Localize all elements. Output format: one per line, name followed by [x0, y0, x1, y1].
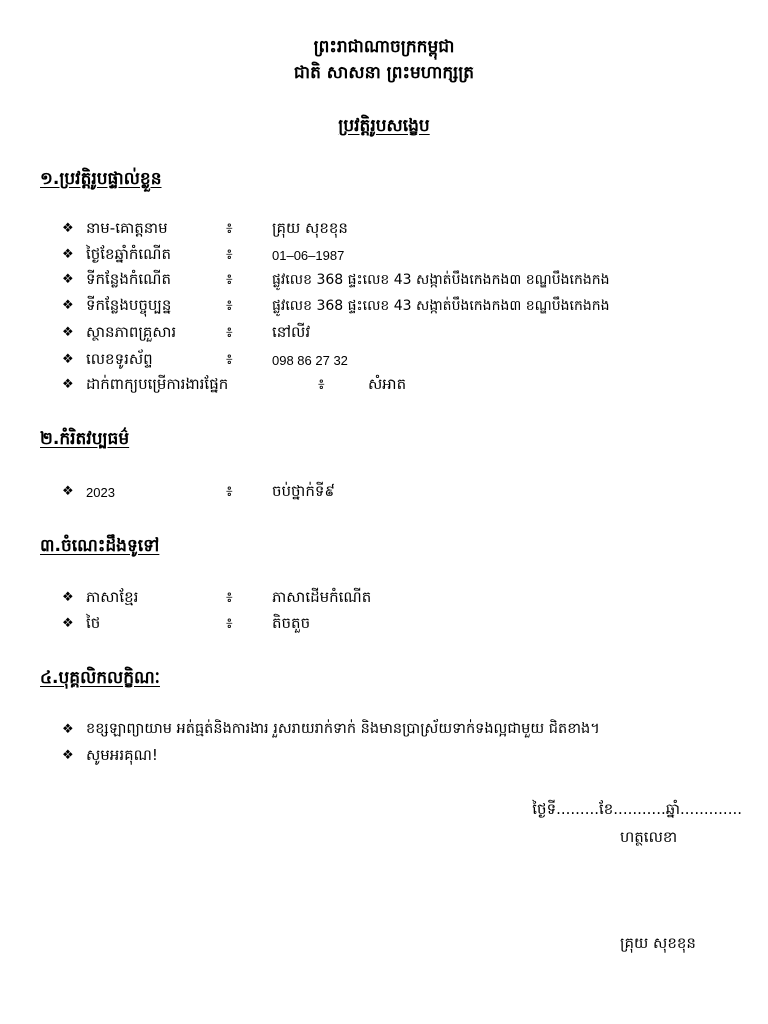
- signature-date-line: ថ្ងៃទី.........ខែ...........ឆ្នាំ.............: [532, 800, 742, 818]
- field-colon: ៖: [226, 482, 233, 500]
- section-character-heading: ៤.បុគ្គលិកលក្ខិណៈ: [40, 668, 160, 688]
- diamond-bullet-icon: ❖: [62, 325, 74, 340]
- field-value: ភាសាដើមកំណើត: [272, 588, 372, 606]
- field-value: ផ្លូវលេខ 368 ផ្ទះលេខ 43 សង្កាត់បឹងកេងកង៣ ខណ្ឌបឹងកេងកង: [272, 272, 610, 288]
- field-colon: ៖: [226, 296, 233, 314]
- diamond-bullet-icon: ❖: [62, 616, 74, 631]
- diamond-bullet-icon: ❖: [62, 272, 74, 287]
- field-colon: ៖: [226, 323, 233, 341]
- diamond-bullet-icon: ❖: [62, 590, 74, 605]
- field-value: នៅលីវ: [272, 323, 311, 341]
- field-colon: ៖: [226, 245, 233, 263]
- signature-role: ហត្ថលេខា: [620, 828, 678, 846]
- signature-name: គ្រុយ សុខខុន: [620, 934, 696, 952]
- personal-row-birthplace: [62, 270, 752, 294]
- field-value: គ្រុយ សុខខុន: [272, 219, 348, 237]
- field-label: ទីកន្លែងបច្ចុប្បន្ន: [86, 296, 172, 314]
- field-colon: ៖: [226, 350, 233, 368]
- field-value: សំអាត: [368, 375, 407, 393]
- field-value: 01–06–1987: [272, 248, 345, 263]
- document-title: ប្រវត្តិរូបសង្ខេប: [338, 116, 430, 136]
- national-motto: ជាតិ សាសនា ព្រះមហាក្សត្រ: [293, 63, 475, 83]
- diamond-bullet-icon: ❖: [62, 484, 74, 499]
- diamond-bullet-icon: ❖: [62, 748, 74, 763]
- knowledge-row-khmer: [62, 588, 752, 612]
- diamond-bullet-icon: ❖: [62, 352, 74, 367]
- field-label: ដាក់ពាក្យបម្រើការងារផ្នែក: [86, 375, 229, 393]
- field-label: ទីកន្លែងកំណើត: [86, 270, 171, 288]
- thanks-line: [62, 746, 752, 770]
- field-value: តិចតួច: [272, 614, 311, 632]
- field-colon: ៖: [318, 375, 325, 393]
- personal-row-name: [62, 219, 752, 243]
- diamond-bullet-icon: ❖: [62, 377, 74, 392]
- section-education-heading: ២.កំរិតវប្បធម៌: [40, 429, 130, 449]
- personal-row-marital-status: [62, 323, 752, 347]
- personal-row-current-address: [62, 296, 752, 320]
- section-knowledge-heading: ៣.ចំណេះដឹងទូទៅ: [40, 536, 160, 556]
- field-colon: ៖: [226, 270, 233, 288]
- character-text: ខខ្សឡាព្យាយាម អត់ធ្មត់និងការងារ រួសរាយរាក់ទាក់ និងមានប្រាស្រ័យទាក់ទងល្អជាមួយ ជិតខាង។: [86, 721, 600, 737]
- field-label: 2023: [86, 485, 115, 500]
- field-colon: ៖: [226, 219, 233, 237]
- personal-row-phone: [62, 350, 752, 374]
- personal-row-birthdate: [62, 245, 752, 269]
- diamond-bullet-icon: ❖: [62, 221, 74, 236]
- personal-row-position: [62, 375, 752, 399]
- diamond-bullet-icon: ❖: [62, 722, 74, 737]
- field-label: នាម-គោត្តនាម: [86, 219, 168, 237]
- field-value: ផ្លូវលេខ 368 ផ្ទះលេខ 43 សង្កាត់បឹងកេងកង៣ ខណ្ឌបឹងកេងកង: [272, 298, 610, 314]
- field-label: ភាសាខ្មែរ: [86, 588, 139, 606]
- character-line: [62, 720, 752, 744]
- field-colon: ៖: [226, 614, 233, 632]
- field-value: ចប់ថ្នាក់ទី៩: [272, 482, 335, 500]
- field-label: ថ្ងៃខែឆ្នាំកំណើត: [86, 245, 171, 263]
- diamond-bullet-icon: ❖: [62, 298, 74, 313]
- field-label: ស្ថានភាពគ្រួសារ: [86, 323, 177, 341]
- knowledge-row-thai: [62, 614, 752, 638]
- kingdom-header: ព្រះរាជាណាចក្រកម្ពុជា: [313, 37, 455, 57]
- thanks-text: សូមអរគុណ!: [86, 746, 158, 764]
- section-personal-heading: ១.ប្រវត្តិរូបផ្ទាល់ខ្លួន: [40, 169, 162, 189]
- field-label: ថៃ: [86, 614, 101, 632]
- education-row: [62, 482, 752, 506]
- field-label: លេខទូរស័ព្ទ: [86, 350, 153, 368]
- field-colon: ៖: [226, 588, 233, 606]
- diamond-bullet-icon: ❖: [62, 247, 74, 262]
- field-value: 098 86 27 32: [272, 353, 348, 368]
